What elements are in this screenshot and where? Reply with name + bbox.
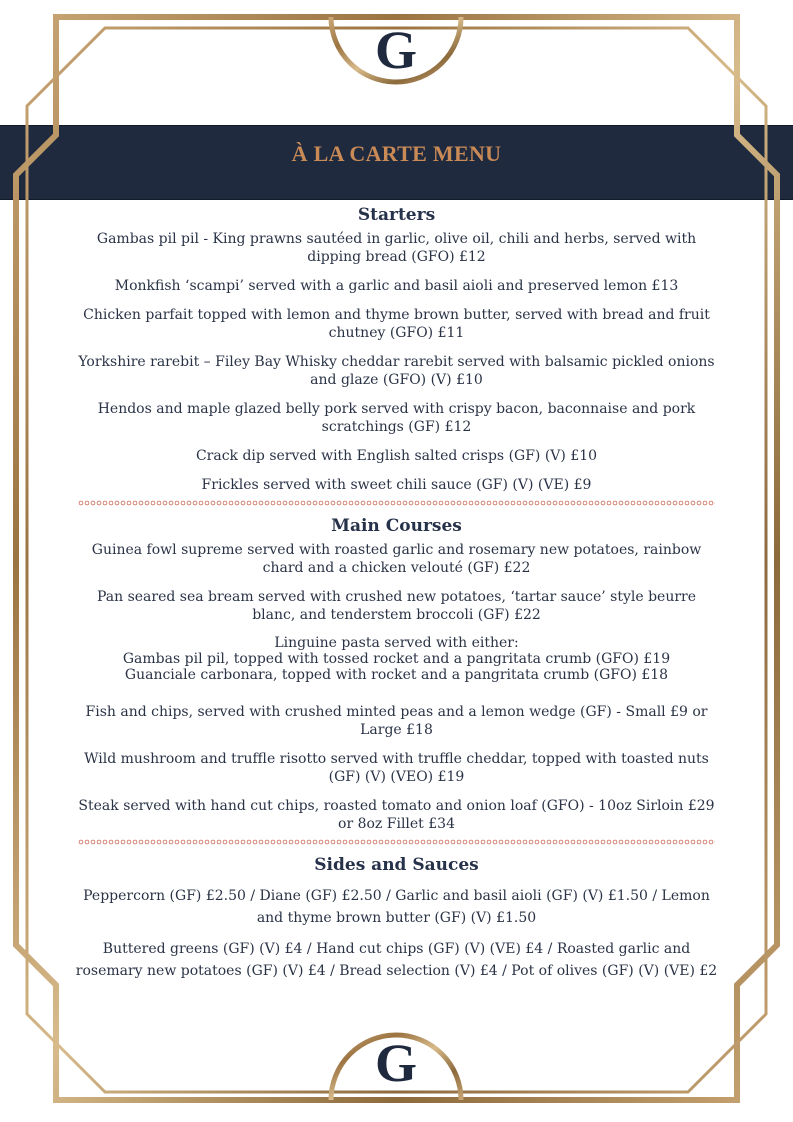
menu-item: Frickles served with sweet chili sauce (GF) (V) (VE) £9 xyxy=(201,477,592,493)
menu-item: Pan seared sea bream served with crushed new potatoes, ‘tartar sauce’ style beurre blanc, and tenderstem broccoli (GF) £22 xyxy=(96,589,697,623)
menu-item: Hendos and maple glazed belly pork served with crispy bacon, baconnaise and pork scratchings (GF) £12 xyxy=(97,401,696,435)
logo-bottom: G xyxy=(374,1033,417,1093)
menu-item-linguine xyxy=(74,635,719,683)
menu-item: Monkfish ‘scampi’ served with a garlic and basil aioli and preserved lemon £13 xyxy=(114,278,679,294)
menu-item: Steak served with hand cut chips, roasted tomato and onion loaf (GFO) - 10oz Sirloin £29 or 8oz Fillet £34 xyxy=(78,798,715,832)
menu-item: Yorkshire rarebit – Filey Bay Whisky cheddar rarebit served with balsamic pickled onions and glaze (GFO) (V) £10 xyxy=(78,354,715,388)
section-title-starters: Starters xyxy=(357,205,436,225)
menu-title: À LA CARTE MENU xyxy=(291,141,502,166)
section-divider xyxy=(78,839,715,845)
section-title-sides: Sides and Sauces xyxy=(314,855,479,875)
linguine-option: Gambas pil pil, topped with tossed rocket and a pangritata crumb (GFO) £19 xyxy=(122,651,671,667)
section-divider xyxy=(78,500,715,506)
menu-item: Guinea fowl supreme served with roasted garlic and rosemary new potatoes, rainbow chard and a chicken velouté (GF) £22 xyxy=(91,542,702,576)
menu-item: Chicken parfait topped with lemon and thyme brown butter, served with bread and fruit chutney (GFO) £11 xyxy=(83,307,710,341)
menu-item: Gambas pil pil - King prawns sautéed in garlic, olive oil, chili and herbs, served with dipping bread (GFO) £12 xyxy=(96,231,697,265)
menu-item: Wild mushroom and truffle risotto served with truffle cheddar, topped with toasted nuts (GF) (V) (VEO) £19 xyxy=(84,751,709,785)
linguine-option: Guanciale carbonara, topped with rocket and a pangritata crumb (GFO) £18 xyxy=(124,667,669,683)
menu-item: Crack dip served with English salted crisps (GF) (V) £10 xyxy=(195,448,598,464)
menu-item: Fish and chips, served with crushed minted peas and a lemon wedge (GF) - Small £9 or Large £18 xyxy=(85,704,708,738)
menu-content xyxy=(74,204,719,993)
linguine-intro: Linguine pasta served with either: xyxy=(274,635,519,651)
menu-item: Peppercorn (GF) £2.50 / Diane (GF) £2.50 / Garlic and basil aioli (GF) (V) £1.50 / Lemon and thyme brown butter (GF) (V) £1.50 xyxy=(83,888,710,926)
logo-top: G xyxy=(374,20,417,80)
menu-item: Buttered greens (GF) (V) £4 / Hand cut chips (GF) (V) (VE) £4 / Roasted garlic and rosemary new potatoes (GF) (V) £4 / Bread selection (V) £4 / Pot of olives (GF) (V) (VE) £2 xyxy=(75,941,718,979)
section-title-main-courses: Main Courses xyxy=(331,516,462,536)
